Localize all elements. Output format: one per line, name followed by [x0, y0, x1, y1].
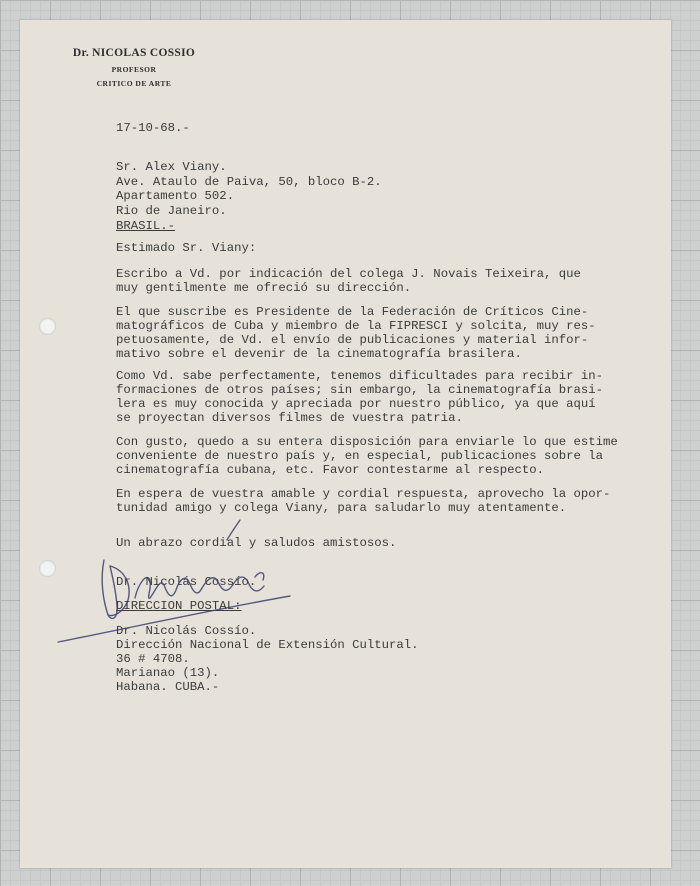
- body-line: En espera de vuestra amable y cordial respuesta, aprovecho la opor-: [116, 487, 611, 501]
- body-line: conveniente de nuestro país y, en especial, publicaciones sobre la: [116, 449, 604, 463]
- addressee-line: Rio de Janeiro.: [116, 204, 227, 218]
- signature-typed-name: Dr. Nicolás Cossío.: [116, 575, 257, 589]
- punch-hole-top: [39, 318, 56, 335]
- body-line: Con gusto, quedo a su entera disposición para enviarle lo que estime: [116, 435, 618, 449]
- letter-date: 17-10-68.-: [116, 121, 190, 135]
- postal-heading: DIRECCION POSTAL:: [116, 599, 242, 613]
- salutation: Estimado Sr. Viany:: [116, 241, 257, 255]
- letterhead-title-critico: CRITICO DE ARTE: [96, 79, 172, 88]
- body-line: matográficos de Cuba y miembro de la FIPRESCI y solcita, muy res-: [116, 319, 596, 333]
- body-line: se proyectan diversos filmes de vuestra patria.: [116, 411, 463, 425]
- postal-line: Dr. Nicolás Cossío.: [116, 624, 257, 638]
- body-line: Escribo a Vd. por indicación del colega J. Novais Teixeira, que: [116, 267, 581, 281]
- body-line: El que suscribe es Presidente de la Federación de Críticos Cine-: [116, 305, 589, 319]
- addressee-country: BRASIL.-: [116, 219, 176, 233]
- letterhead-name: Dr. NICOLAS COSSIO: [72, 47, 196, 59]
- addressee-line: Apartamento 502.: [116, 189, 235, 203]
- body-line: mativo sobre el devenir de la cinematografía brasilera.: [116, 347, 522, 361]
- closing: Un abrazo cordial y saludos amistosos.: [116, 536, 397, 550]
- letterhead-title-profesor: PROFESOR: [111, 65, 157, 74]
- body-line: petuosamente, de Vd. el envío de publicaciones y material infor-: [116, 333, 589, 347]
- postal-line: Habana. CUBA.-: [116, 680, 220, 694]
- body-line: muy gentilmente me ofreció su dirección.: [116, 281, 412, 295]
- postal-line: Marianao (13).: [116, 666, 220, 680]
- body-line: formaciones de otros países; sin embargo, la cinematografía brasi-: [116, 383, 604, 397]
- postal-line: Dirección Nacional de Extensión Cultural.: [116, 638, 419, 652]
- body-line: Como Vd. sabe perfectamente, tenemos dificultades para recibir in-: [116, 369, 604, 383]
- body-line: cinematografía cubana, etc. Favor contestarme al respecto.: [116, 463, 545, 477]
- postal-line: 36 # 4708.: [116, 652, 190, 666]
- body-line: tunidad amigo y colega Viany, para saludarlo muy atentamente.: [116, 501, 567, 515]
- addressee-line: Ave. Ataulo de Paiva, 50, bloco B-2.: [116, 175, 382, 189]
- punch-hole-bottom: [39, 560, 56, 577]
- body-line: lera es muy conocida y apreciada por nuestro público, ya que aquí: [116, 397, 596, 411]
- addressee-line: Sr. Alex Viany.: [116, 160, 227, 174]
